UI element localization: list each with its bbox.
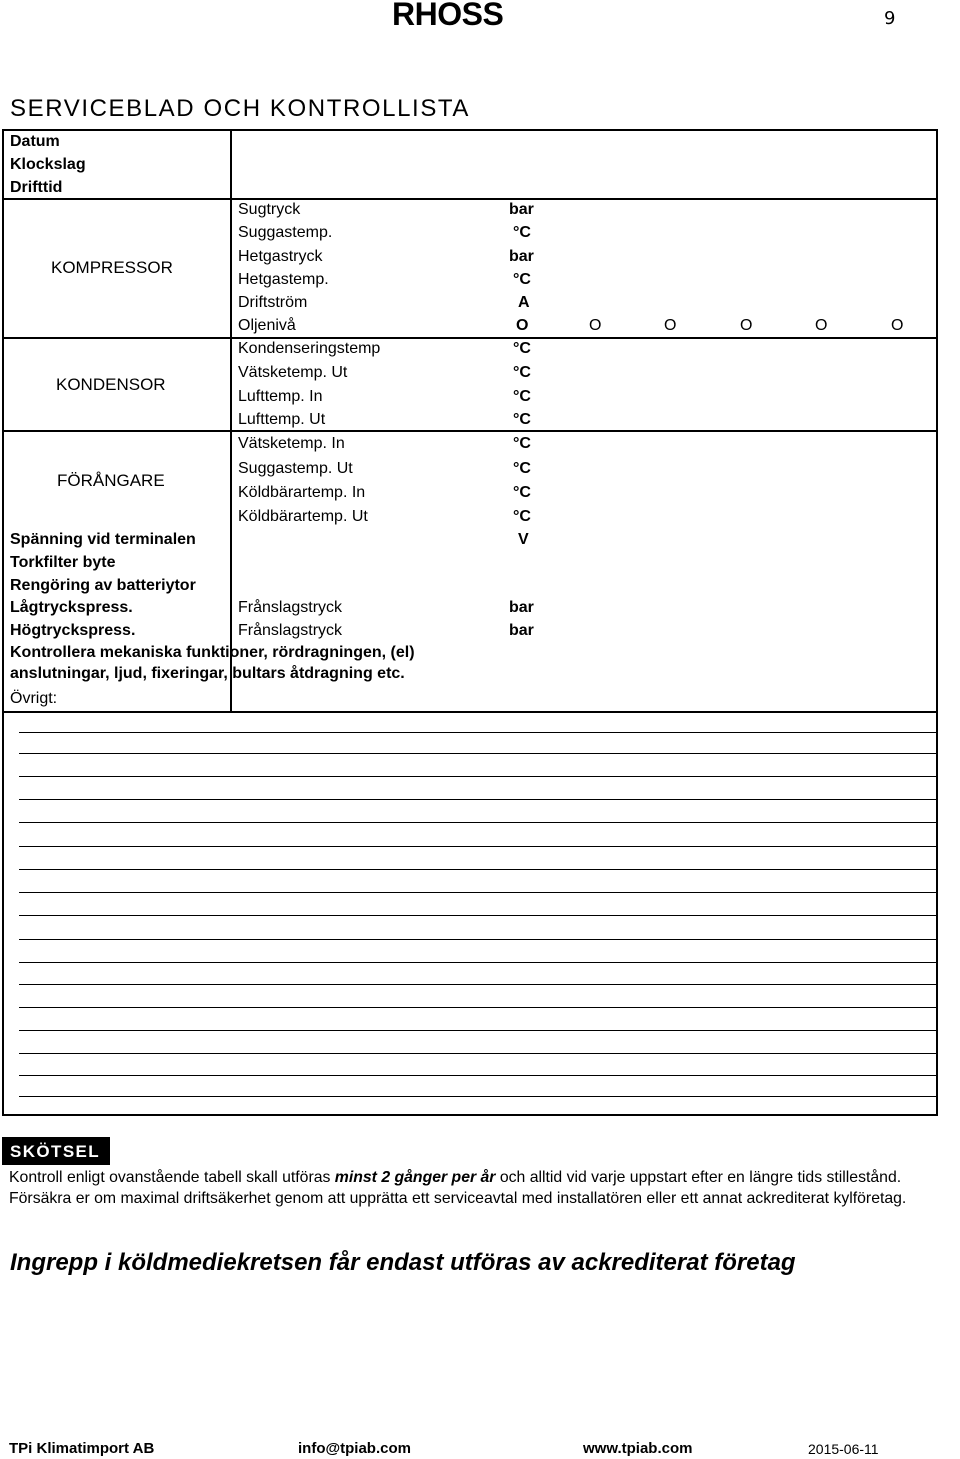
ovrigt-line: [19, 1053, 936, 1054]
param-label: Hetgastemp.: [238, 271, 329, 288]
ovrigt-line: [19, 869, 936, 870]
row-label-datum: Datum: [10, 133, 60, 150]
param-label: Hetgastryck: [238, 248, 323, 265]
group-label-forangare: FÖRÅNGARE: [57, 471, 165, 490]
skotsel-text-emphasis: minst 2 gånger per år: [334, 1169, 496, 1186]
table-border-bottom: [2, 1114, 938, 1116]
oil-level-mark: O: [664, 317, 677, 334]
oil-level-mark: O: [891, 317, 904, 334]
oil-level-mark: O: [740, 317, 753, 334]
unit-label: bar: [509, 599, 534, 616]
unit-label: °C: [513, 224, 531, 241]
page-number: 9: [884, 8, 896, 29]
ovrigt-line: [19, 776, 936, 777]
unit-label: °C: [513, 484, 531, 501]
param-label: Vätsketemp. Ut: [238, 364, 348, 381]
skotsel-paragraph: [9, 1167, 960, 1209]
unit-label: bar: [509, 201, 534, 218]
ovrigt-line: [19, 1030, 936, 1031]
unit-label: V: [518, 531, 529, 548]
param-label: Köldbärartemp. In: [238, 484, 366, 501]
group-label-kompressor: KOMPRESSOR: [51, 258, 173, 277]
page-title: SERVICEBLAD OCH KONTROLLISTA: [10, 95, 471, 122]
ovrigt-line: [19, 984, 936, 985]
ovrigt-line: [19, 846, 936, 847]
brand-logo: RHOSS: [392, 0, 504, 32]
param-label: Suggastemp. Ut: [238, 460, 353, 477]
ovrigt-line: [19, 1096, 936, 1097]
section-divider: [2, 711, 938, 713]
unit-label: °C: [513, 508, 531, 525]
unit-label: A: [518, 294, 530, 311]
unit-label: O: [516, 317, 529, 334]
ovrigt-line: [19, 915, 936, 916]
footer-date: 2015-06-11: [808, 1441, 879, 1457]
param-label: Suggastemp.: [238, 224, 333, 241]
section-divider: [2, 430, 938, 432]
unit-label: °C: [513, 435, 531, 452]
row-label-drifttid: Drifttid: [10, 179, 63, 196]
kontrollera-line-2: anslutningar, ljud, fixeringar, bultars åtdragning etc.: [10, 665, 405, 682]
param-label: Frånslagstryck: [238, 599, 343, 616]
footer-email: info@tpiab.com: [298, 1440, 411, 1457]
param-label: Driftström: [238, 294, 308, 311]
ovrigt-line: [19, 799, 936, 800]
unit-label: bar: [509, 248, 534, 265]
unit-label: °C: [513, 388, 531, 405]
footer-web: www.tpiab.com: [583, 1440, 693, 1457]
table-border-top: [2, 129, 938, 131]
ovrigt-line: [19, 1075, 936, 1076]
skotsel-text-before: Kontroll enligt ovanstående tabell skall utföras: [9, 1169, 335, 1186]
param-label: Kondenseringstemp: [238, 340, 381, 357]
oil-level-mark: O: [589, 317, 602, 334]
ovrigt-line: [19, 1007, 936, 1008]
unit-label: °C: [513, 364, 531, 381]
footer-company: TPi Klimatimport AB: [9, 1440, 155, 1457]
param-label: Lufttemp. Ut: [238, 411, 326, 428]
unit-label: bar: [509, 622, 534, 639]
warning-text: Ingrepp i köldmediekretsen får endast utföras av ackrediterat företag: [10, 1249, 796, 1276]
ovrigt-line: [19, 753, 936, 754]
ovrigt-line: [19, 939, 936, 940]
section-divider: [2, 198, 938, 200]
row-label-torkfilter: Torkfilter byte: [10, 554, 116, 571]
skotsel-heading: SKÖTSEL: [2, 1137, 110, 1165]
ovrigt-line: [19, 962, 936, 963]
table-border-left: [2, 129, 4, 1114]
param-label: Lufttemp. In: [238, 388, 323, 405]
group-label-kondensor: KONDENSOR: [56, 375, 166, 394]
param-label: Frånslagstryck: [238, 622, 343, 639]
row-label-rengoring: Rengöring av batteriytor: [10, 577, 196, 594]
row-label-lagtryckspress: Lågtryckspress.: [10, 599, 133, 616]
kontrollera-line-1: Kontrollera mekaniska funktioner, rördragningen, (el): [10, 644, 415, 661]
column-divider-label: [230, 129, 232, 713]
row-label-spanning: Spänning vid terminalen: [10, 531, 196, 548]
param-label: Vätsketemp. In: [238, 435, 345, 452]
param-label: Köldbärartemp. Ut: [238, 508, 368, 525]
ovrigt-line: [19, 822, 936, 823]
row-label-klockslag: Klockslag: [10, 156, 86, 173]
oil-level-mark: O: [815, 317, 828, 334]
section-divider: [2, 337, 938, 339]
unit-label: °C: [513, 411, 531, 428]
unit-label: °C: [513, 340, 531, 357]
skotsel-text-after: och alltid vid varje uppstart efter en längre tids stillestånd. Försäkra er om maximal driftsäkerhet genom att upprätta ett serviceavtal med installatören eller ett annat ackrediterat kylföretag.: [9, 1169, 907, 1207]
ovrigt-line: [19, 892, 936, 893]
ovrigt-label: Övrigt:: [10, 690, 58, 707]
table-border-right: [936, 129, 938, 1114]
unit-label: °C: [513, 460, 531, 477]
param-label: Sugtryck: [238, 201, 301, 218]
row-label-hogtryckspress: Högtryckspress.: [10, 622, 136, 639]
ovrigt-line: [19, 732, 936, 733]
param-label: Oljenivå: [238, 317, 296, 334]
unit-label: °C: [513, 271, 531, 288]
